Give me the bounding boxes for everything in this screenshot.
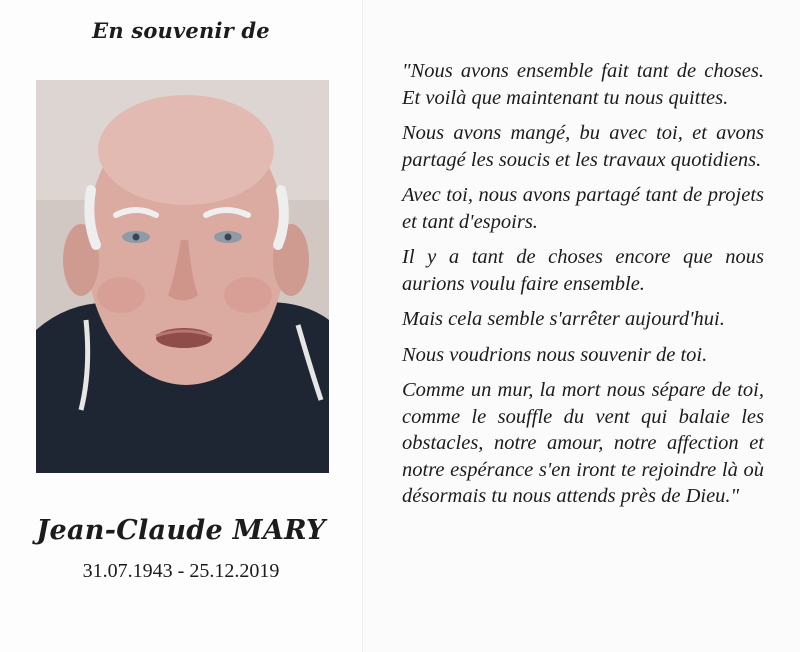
poem-paragraph: Nous voudrions nous souvenir de toi. bbox=[402, 343, 708, 366]
memorial-card-left bbox=[0, 0, 362, 652]
poem-paragraph: Mais cela semble s'arrêter aujourd'hui. bbox=[402, 308, 725, 330]
memorial-poem bbox=[402, 58, 764, 519]
life-dates: 31.07.1943 - 25.12.2019 bbox=[82, 560, 280, 582]
portrait-illustration bbox=[36, 80, 329, 473]
poem-paragraph: Il y a tant de choses encore que nous aurions voulu faire ensemble. bbox=[402, 246, 764, 295]
poem-paragraph: Comme un mur, la mort nous sépare de toi, comme le souffle du vent qui balaie les obstacles, notre amour, notre affection et notre espérance s'en iront te rejoindre là où désormais tu nous attends près de Dieu." bbox=[402, 379, 764, 507]
poem-paragraph: "Nous avons ensemble fait tant de choses. Et voilà que maintenant tu nous quittes. bbox=[402, 60, 764, 109]
poem-paragraph: Avec toi, nous avons partagé tant de projets et tant d'espoirs. bbox=[402, 184, 764, 233]
memorial-heading: En souvenir de bbox=[92, 18, 270, 43]
deceased-name: Jean-Claude MARY bbox=[36, 515, 326, 546]
portrait-photo bbox=[36, 80, 329, 473]
poem-paragraph: Nous avons mangé, bu avec toi, et avons partagé les soucis et les travaux quotidiens. bbox=[402, 122, 764, 171]
